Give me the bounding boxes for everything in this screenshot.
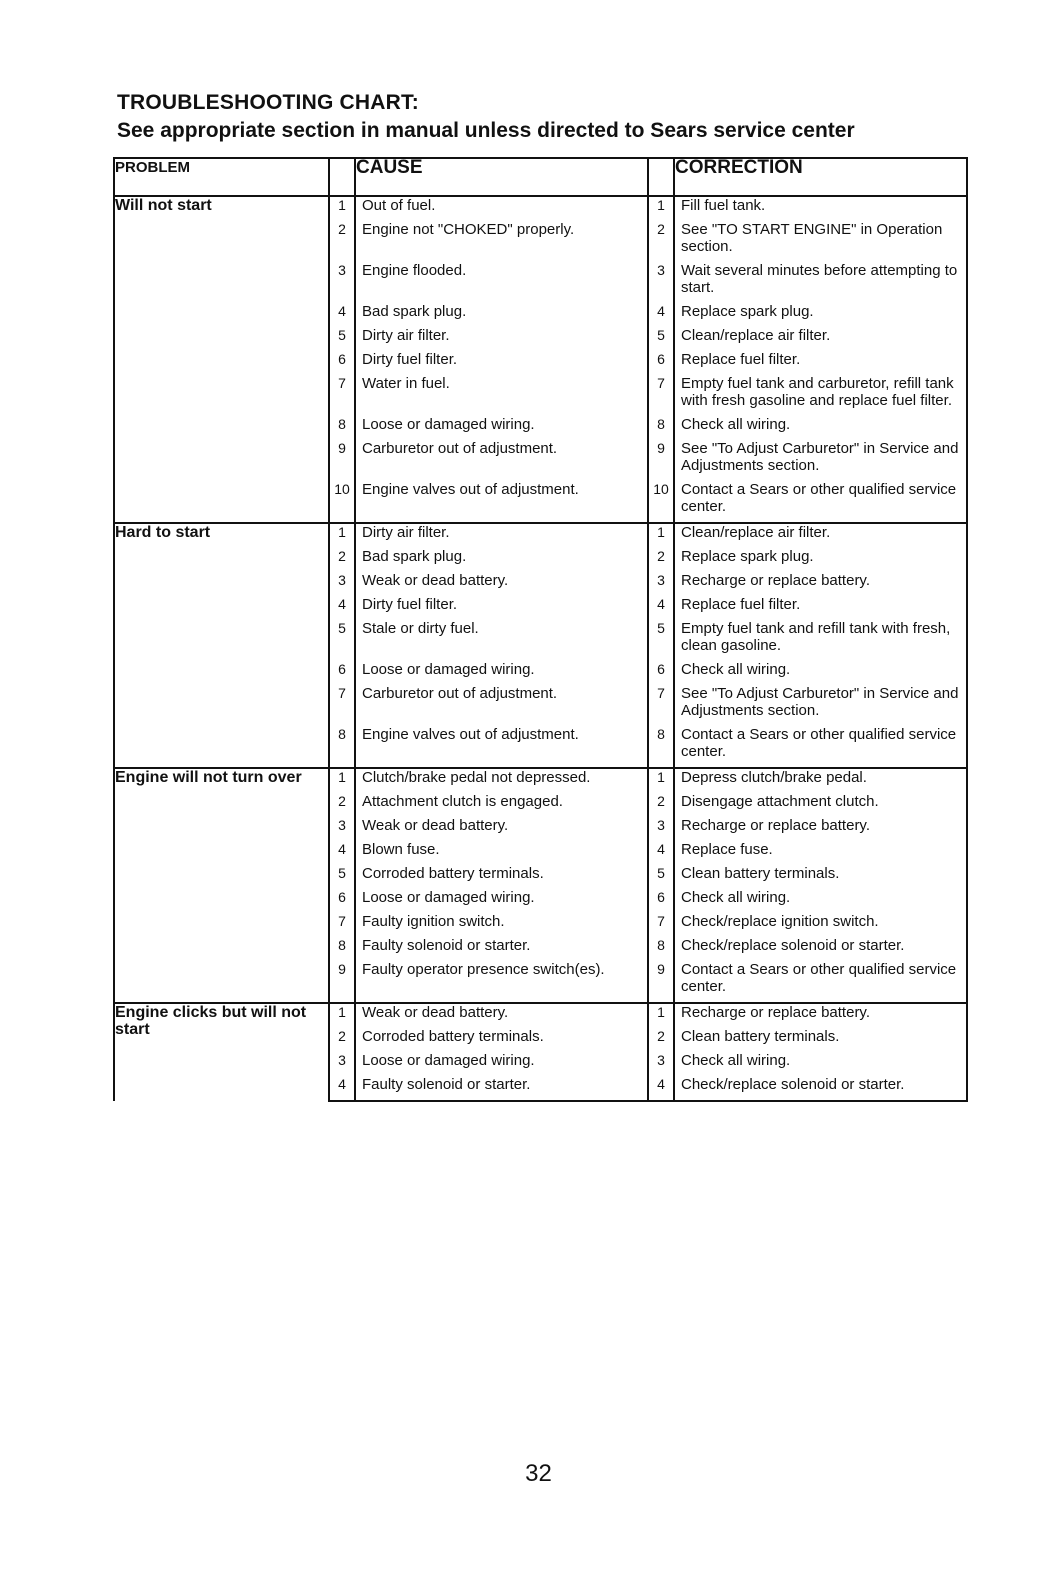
- correction-number: 3: [648, 572, 674, 596]
- correction-text: Contact a Sears or other qualified service center.: [674, 961, 967, 1003]
- cause-number: 8: [329, 416, 355, 440]
- correction-number: 4: [648, 841, 674, 865]
- correction-text: Replace spark plug.: [674, 303, 967, 327]
- column-header-correction: CORRECTION: [674, 158, 967, 196]
- cause-text: Dirty air filter.: [362, 327, 450, 344]
- correction-text: Check/replace solenoid or starter.: [674, 937, 967, 961]
- correction-number: 2: [648, 1028, 674, 1052]
- correction-text: Recharge or replace battery.: [674, 1003, 967, 1028]
- correction-text: Replace spark plug.: [674, 548, 967, 572]
- table-body: [114, 196, 967, 1101]
- cause-number: 1: [329, 196, 355, 221]
- troubleshooting-table: [113, 157, 968, 1102]
- cause-text: Bad spark plug.: [362, 303, 467, 320]
- correction-text: Check/replace solenoid or starter.: [674, 1076, 967, 1101]
- correction-text: Depress clutch/brake pedal.: [674, 768, 967, 793]
- correction-number: 6: [648, 889, 674, 913]
- cause-text: Carburetor out of adjustment.: [362, 685, 558, 702]
- correction-number: 1: [648, 523, 674, 548]
- correction-text: See "To Adjust Carburetor" in Service and Adjustments section.: [674, 440, 967, 481]
- correction-text: Clean/replace air filter.: [674, 523, 967, 548]
- cause-text: Faulty solenoid or starter.: [362, 937, 531, 954]
- cause-text: Dirty fuel filter.: [362, 351, 458, 368]
- correction-number: 2: [648, 793, 674, 817]
- problem-label: Engine will not turn over: [115, 769, 302, 786]
- cause-number: 2: [329, 221, 355, 262]
- correction-text: Check all wiring.: [674, 416, 967, 440]
- cause-text: Attachment clutch is engaged.: [362, 793, 563, 810]
- cause-text: Engine flooded.: [362, 262, 467, 279]
- cause-text: Dirty air filter.: [355, 523, 648, 548]
- cause-number: 5: [329, 327, 355, 351]
- cause-number: 7: [329, 913, 355, 937]
- cause-number: 4: [329, 841, 355, 865]
- correction-number: 8: [648, 416, 674, 440]
- correction-text: Check/replace ignition switch.: [674, 913, 967, 937]
- correction-text: Recharge or replace battery.: [674, 572, 967, 596]
- correction-text: Empty fuel tank and refill tank with fresh, clean gasoline.: [674, 620, 967, 661]
- cause-text: Dirty fuel filter.: [362, 596, 458, 613]
- problem-cell: [114, 196, 329, 523]
- correction-number: 3: [648, 817, 674, 841]
- problem-cell: [114, 1003, 329, 1101]
- cause-number: 3: [329, 817, 355, 841]
- cause-text: Clutch/brake pedal not depressed.: [355, 768, 648, 793]
- cause-text: Blown fuse.: [362, 841, 440, 858]
- cause-text: Bad spark plug.: [362, 548, 467, 565]
- correction-number: 7: [648, 913, 674, 937]
- column-header-problem: PROBLEM: [114, 158, 329, 196]
- correction-text: Contact a Sears or other qualified service center.: [674, 481, 967, 523]
- cause-text: Weak or dead battery.: [362, 817, 509, 834]
- problem-cell: [114, 523, 329, 768]
- correction-number: 1: [648, 768, 674, 793]
- cause-number: 4: [329, 596, 355, 620]
- cause-number: 7: [329, 685, 355, 726]
- cause-number: 6: [329, 889, 355, 913]
- cause-text: Loose or damaged wiring.: [362, 889, 535, 906]
- correction-number: 5: [648, 865, 674, 889]
- cause-number: 5: [329, 865, 355, 889]
- correction-number: 5: [648, 620, 674, 661]
- cause-number: 9: [329, 961, 355, 1003]
- correction-text: See "To Adjust Carburetor" in Service and Adjustments section.: [674, 685, 967, 726]
- cause-number: 6: [329, 351, 355, 375]
- correction-number: 4: [648, 596, 674, 620]
- problem-label: Will not start: [115, 197, 212, 214]
- cause-text: Water in fuel.: [362, 375, 450, 392]
- cause-number: 3: [329, 262, 355, 303]
- correction-text: Check all wiring.: [674, 661, 967, 685]
- cause-number: 1: [329, 1003, 355, 1028]
- cause-text: Corroded battery terminals.: [362, 1028, 544, 1045]
- page-number: 32: [525, 1460, 552, 1487]
- correction-text: Check all wiring.: [674, 889, 967, 913]
- cause-text: Weak or dead battery.: [355, 1003, 648, 1028]
- cause-number: 7: [329, 375, 355, 416]
- problem-cell: [114, 768, 329, 1003]
- correction-number: 9: [648, 440, 674, 481]
- correction-number: 2: [648, 221, 674, 262]
- cause-number: 1: [329, 523, 355, 548]
- cause-text: Carburetor out of adjustment.: [362, 440, 558, 457]
- table-header-row: [114, 158, 967, 196]
- cause-number: 6: [329, 661, 355, 685]
- correction-number: 9: [648, 961, 674, 1003]
- cause-text: Faulty solenoid or starter.: [355, 1076, 648, 1101]
- cause-number: 8: [329, 726, 355, 768]
- cause-text: Engine valves out of adjustment.: [355, 481, 648, 523]
- cause-text: Faulty operator presence switch(es).: [355, 961, 648, 1003]
- cause-number: 9: [329, 440, 355, 481]
- column-header-cause-number: [329, 158, 355, 196]
- cause-text: Out of fuel.: [355, 196, 648, 221]
- correction-number: 1: [648, 1003, 674, 1028]
- correction-text: Recharge or replace battery.: [674, 817, 967, 841]
- page-title: TROUBLESHOOTING CHART:: [117, 91, 419, 114]
- cause-number: 1: [329, 768, 355, 793]
- correction-text: Clean/replace air filter.: [674, 327, 967, 351]
- cause-number: 10: [329, 481, 355, 523]
- correction-text: Clean battery terminals.: [674, 865, 967, 889]
- correction-number: 7: [648, 375, 674, 416]
- cause-text: Weak or dead battery.: [362, 572, 509, 589]
- column-header-cause: CAUSE: [355, 158, 648, 196]
- correction-text: Disengage attachment clutch.: [674, 793, 967, 817]
- correction-number: 10: [648, 481, 674, 523]
- correction-text: Fill fuel tank.: [674, 196, 967, 221]
- problem-label: Hard to start: [115, 524, 211, 541]
- correction-number: 1: [648, 196, 674, 221]
- correction-text: Replace fuel filter.: [674, 351, 967, 375]
- correction-number: 5: [648, 327, 674, 351]
- cause-text: Loose or damaged wiring.: [362, 661, 535, 678]
- column-header-correction-number: [648, 158, 674, 196]
- cause-number: 5: [329, 620, 355, 661]
- table-row: [114, 523, 967, 548]
- correction-text: Contact a Sears or other qualified service center.: [674, 726, 967, 768]
- correction-text: See "TO START ENGINE" in Operation section.: [674, 221, 967, 262]
- cause-number: 2: [329, 548, 355, 572]
- cause-number: 2: [329, 1028, 355, 1052]
- cause-text: Engine not "CHOKED" properly.: [362, 221, 575, 238]
- correction-text: Empty fuel tank and carburetor, refill tank with fresh gasoline and replace fuel filter.: [674, 375, 967, 416]
- table-row: [114, 1003, 967, 1028]
- cause-text: Loose or damaged wiring.: [362, 416, 535, 433]
- cause-text: Corroded battery terminals.: [362, 865, 544, 882]
- correction-number: 4: [648, 1076, 674, 1101]
- correction-number: 4: [648, 303, 674, 327]
- cause-number: 8: [329, 937, 355, 961]
- correction-text: Wait several minutes before attempting to start.: [674, 262, 967, 303]
- correction-number: 8: [648, 726, 674, 768]
- cause-text: Loose or damaged wiring.: [362, 1052, 535, 1069]
- cause-number: 4: [329, 303, 355, 327]
- problem-label: Engine clicks but will not start: [115, 1004, 307, 1038]
- cause-number: 3: [329, 1052, 355, 1076]
- correction-text: Clean battery terminals.: [674, 1028, 967, 1052]
- correction-text: Replace fuel filter.: [674, 596, 967, 620]
- cause-number: 3: [329, 572, 355, 596]
- cause-text: Faulty ignition switch.: [362, 913, 505, 930]
- cause-number: 2: [329, 793, 355, 817]
- correction-text: Check all wiring.: [674, 1052, 967, 1076]
- correction-number: 2: [648, 548, 674, 572]
- correction-number: 3: [648, 1052, 674, 1076]
- table-row: [114, 196, 967, 221]
- correction-number: 8: [648, 937, 674, 961]
- correction-number: 6: [648, 351, 674, 375]
- cause-text: Engine valves out of adjustment.: [355, 726, 648, 768]
- correction-number: 7: [648, 685, 674, 726]
- correction-number: 6: [648, 661, 674, 685]
- cause-text: Stale or dirty fuel.: [362, 620, 479, 637]
- correction-number: 3: [648, 262, 674, 303]
- cause-number: 4: [329, 1076, 355, 1101]
- page-subtitle: See appropriate section in manual unless directed to Sears service center: [117, 119, 855, 142]
- correction-text: Replace fuse.: [674, 841, 967, 865]
- table-row: [114, 768, 967, 793]
